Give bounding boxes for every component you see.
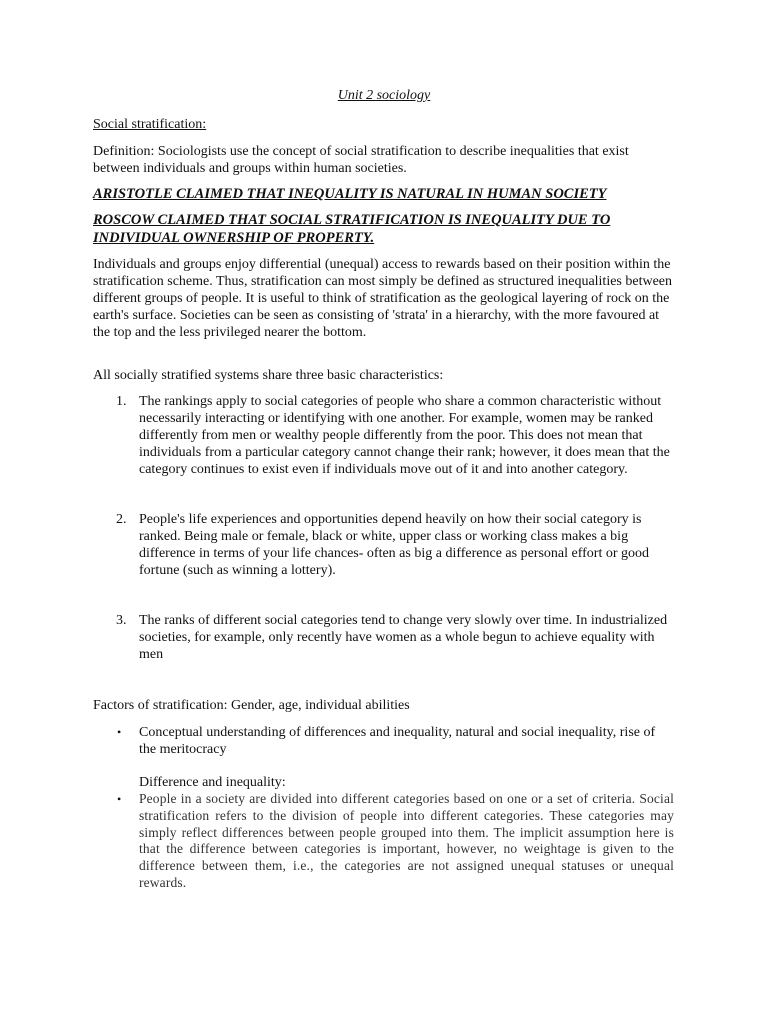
aristotle-claim: ARISTOTLE CLAIMED THAT INEQUALITY IS NATURAL IN HUMAN SOCIETY: [93, 186, 607, 202]
definition-paragraph: Definition: Sociologists use the concept of social stratification to describe inequalities that exist between individuals and groups within human societies.: [93, 144, 629, 176]
list-item: People's life experiences and opportunities depend heavily on how their social category is ranked. Being male or female, black or white, upper class or working class makes a big difference in terms of your life chances- often as big a difference as personal effort or good fortune (such as winning a lottery).: [139, 512, 650, 578]
section-heading: Social stratification:: [93, 117, 207, 132]
list-item: People in a society are divided into different categories based on one or a set of criteria. Social stratification refers to the division of people into different categories. These categories may simply reflect differences between people grouped into them. The implicit assumption here is that the difference between categories is important, however, no weightage is given to the difference between them, i.e., the categories are not assigned unequal statuses or unequal rewards.: [139, 791, 674, 890]
list-marker: 2.: [116, 512, 127, 527]
intro-paragraph: Individuals and groups enjoy differential (unequal) access to rewards based on their position within the stratification scheme. Thus, stratification can most simply be defined as structured inequalities between different groups of people. It is useful to think of stratification as the geological layering of rock on the earth's surface. Societies can be seen as consisting of 'strata' in a hierarchy, with the more favoured at the top and the less privileged nearer the bottom.: [93, 257, 673, 340]
list-marker: 3.: [116, 613, 127, 628]
document-title: Unit 2 sociology: [337, 88, 431, 103]
bullet-icon: •: [117, 725, 122, 739]
bullet-icon: •: [117, 792, 122, 806]
roscow-claim: ROSCOW CLAIMED THAT SOCIAL STRATIFICATION IS INEQUALITY DUE TO INDIVIDUAL OWNERSHIP OF PROPERTY.: [93, 212, 611, 246]
list-item: Conceptual understanding of differences and inequality, natural and social inequality, rise of the meritocracy: [139, 725, 656, 757]
list-item: The rankings apply to social categories of people who share a common characteristic without necessarily interacting or identifying with one another. For example, women may be ranked differently from men or wealthy people differently from the poor. This does not mean that individuals from a particular category cannot change their rank; however, it does mean that the category continues to exist even if individuals move out of it and into another category.: [139, 394, 670, 477]
factors-line: Factors of stratification: Gender, age, individual abilities: [93, 698, 410, 713]
list-marker: 1.: [116, 394, 127, 409]
subheading-difference: Difference and inequality:: [139, 775, 286, 790]
characteristics-lead: All socially stratified systems share three basic characteristics:: [93, 368, 444, 383]
list-item: The ranks of different social categories tend to change very slowly over time. In industrialized societies, for example, only recently have women as a whole begun to achieve equality with men: [139, 613, 668, 662]
